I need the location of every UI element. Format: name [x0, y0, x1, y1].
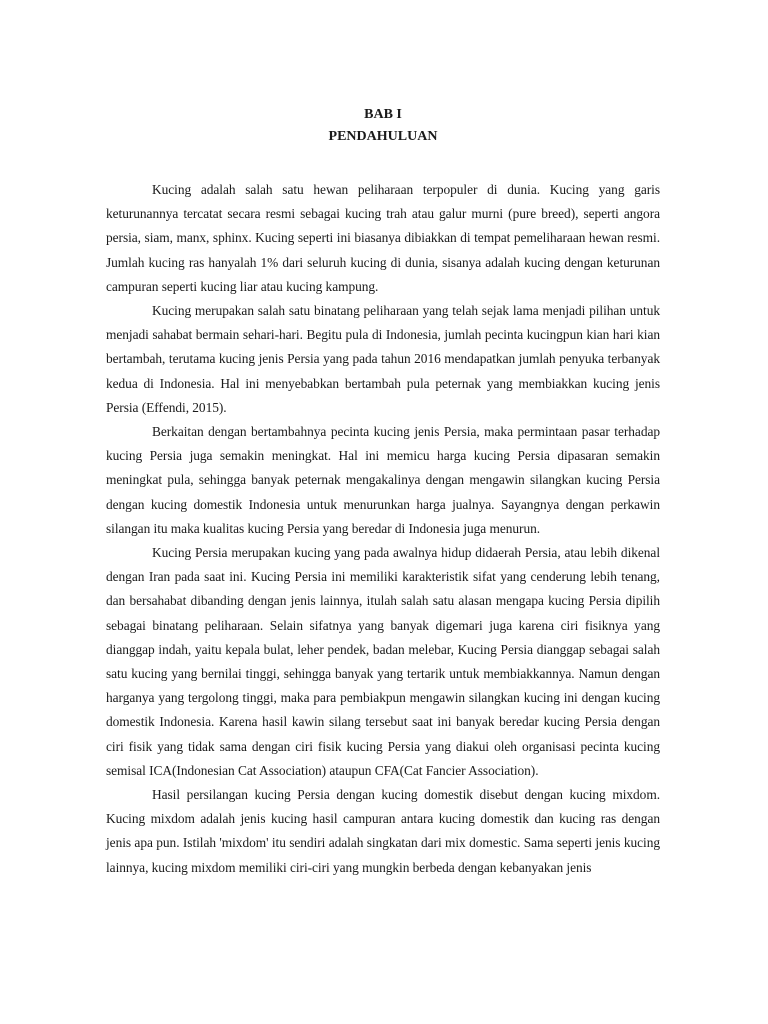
- paragraph-3: Berkaitan dengan bertambahnya pecinta kucing jenis Persia, maka permintaan pasar terhadap kucing Persia juga semakin meningkat. Hal ini memicu harga kucing Persia dipasaran semakin meningkat pula, sehingga banyak peternak mengakalinya dengan mengawin silangkan kucing Persia dengan kucing domestik Indonesia untuk menurunkan harga jualnya. Sayangnya dengan perkawin silangan itu maka kualitas kucing Persia yang beredar di Indonesia juga menurun.: [106, 424, 660, 536]
- chapter-number: BAB I: [364, 107, 402, 122]
- paragraph-4: Kucing Persia merupakan kucing yang pada awalnya hidup didaerah Persia, atau lebih dikenal dengan Iran pada saat ini. Kucing Persia ini memiliki karakteristik sifat yang cenderung lebih tenang, dan bersahabat dibanding dengan jenis lainnya, itulah salah satu alasan mengapa kucing Persia dipilih sebagai binatang peliharaan. Selain sifatnya yang banyak digemari juga karena ciri fisiknya yang dianggap indah, yaitu kepala bulat, leher pendek, badan melebar, Kucing Persia dianggap sebagai salah satu kucing yang bernilai tinggi, sehingga banyak yang tertarik untuk membiakkannya. Namun dengan harganya yang tergolong tinggi, maka para pembiakpun mengawin silangkan kucing ini dengan kucing domestik Indonesia. Karena hasil kawin silang tersebut saat ini banyak beredar kucing Persia dengan ciri fisik yang tidak sama dengan ciri fisik kucing Persia yang diakui oleh organisasi pecinta kucing semisal ICA(Indonesian Cat Association) ataupun CFA(Cat Fancier Association).: [106, 545, 660, 778]
- paragraph-5: Hasil persilangan kucing Persia dengan kucing domestik disebut dengan kucing mixdom. Kucing mixdom adalah jenis kucing hasil campuran antara kucing domestik dan kucing ras dengan jenis apa pun. Istilah 'mixdom' itu sendiri adalah singkatan dari mix domestic. Sama seperti jenis kucing lainnya, kucing mixdom memiliki ciri-ciri yang mungkin berbeda dengan kebanyakan jenis: [106, 787, 660, 875]
- paragraph-2: Kucing merupakan salah satu binatang peliharaan yang telah sejak lama menjadi pilihan untuk menjadi sahabat bermain sehari-hari. Begitu pula di Indonesia, jumlah pecinta kucingpun kian hari kian bertambah, terutama kucing jenis Persia yang pada tahun 2016 mendapatkan jumlah penyuka terbanyak kedua di Indonesia. Hal ini menyebabkan bertambah pula peternak yang membiakkan kucing jenis Persia (Effendi, 2015).: [106, 303, 660, 415]
- chapter-title: PENDAHULUAN: [328, 129, 438, 144]
- paragraph-1: Kucing adalah salah satu hewan peliharaan terpopuler di dunia. Kucing yang garis keturunannya tercatat secara resmi sebagai kucing trah atau galur murni (pure breed), seperti angora persia, siam, manx, sphinx. Kucing seperti ini biasanya dibiakkan di tempat pemeliharaan hewan resmi. Jumlah kucing ras hanyalah 1% dari seluruh kucing di dunia, sisanya adalah kucing dengan keturunan campuran seperti kucing liar atau kucing kampung.: [106, 182, 660, 294]
- document-page: [106, 104, 660, 880]
